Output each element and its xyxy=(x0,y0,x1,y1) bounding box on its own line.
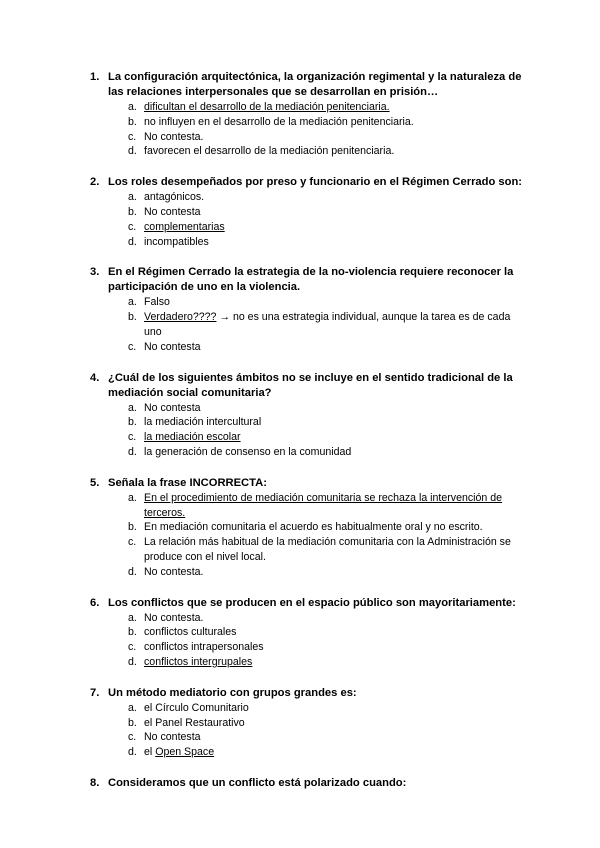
question-text: Un método mediatorio con grupos grandes es: xyxy=(108,686,357,699)
question-1 xyxy=(88,70,528,159)
option-text: favorecen el desarrollo de la mediación penitenciaria. xyxy=(144,145,395,158)
option-note: → no es una estrategia individual, aunque la tarea es de cada uno xyxy=(144,311,511,338)
question-text: Los roles desempeñados por preso y funcionario en el Régimen Cerrado son: xyxy=(108,176,523,189)
question-text: ¿Cuál de los siguientes ámbitos no se incluye en el sentido tradicional de la mediación social comunitaria? xyxy=(108,371,513,399)
option-letter: c. xyxy=(128,130,137,143)
answer-options xyxy=(88,701,528,760)
question-heading xyxy=(88,596,528,611)
option-letter: d. xyxy=(128,565,137,578)
question-7 xyxy=(88,686,528,760)
option-text: No contesta. xyxy=(144,611,204,624)
answer-option xyxy=(88,205,528,220)
option-text: No contesta xyxy=(144,205,201,218)
answer-option xyxy=(88,235,528,250)
option-text: Verdadero???? xyxy=(144,311,217,324)
option-text: la mediación escolar xyxy=(144,431,241,444)
answer-option xyxy=(88,640,528,655)
option-letter: d. xyxy=(128,746,137,759)
question-heading xyxy=(88,686,528,701)
answer-options xyxy=(88,190,528,249)
question-6 xyxy=(88,596,528,670)
question-8 xyxy=(88,776,528,791)
option-letter: a. xyxy=(128,296,137,309)
option-text: No contesta xyxy=(144,340,201,353)
option-letter: c. xyxy=(128,536,137,549)
question-text: Los conflictos que se producen en el espacio público son mayoritariamente: xyxy=(108,596,516,609)
option-text: No contesta xyxy=(144,731,201,744)
answer-options xyxy=(88,491,528,580)
answer-option xyxy=(88,220,528,235)
answer-option xyxy=(88,565,528,580)
option-letter: a. xyxy=(128,491,137,504)
option-text-underlined: Open Space xyxy=(155,746,215,759)
question-heading xyxy=(88,265,528,295)
answer-option xyxy=(88,701,528,716)
answer-option xyxy=(88,730,528,745)
option-text: dificultan el desarrollo de la mediación penitenciaria. xyxy=(144,101,390,113)
question-number: 6. xyxy=(90,596,100,609)
option-text: En el procedimiento de mediación comunitaria se rechaza la intervención de terceros. xyxy=(144,491,503,519)
answer-option xyxy=(88,535,528,565)
option-letter: b. xyxy=(128,416,137,429)
option-letter: b. xyxy=(128,311,137,324)
option-text: complementarias xyxy=(144,220,225,233)
option-text: antagónicos. xyxy=(144,191,205,204)
option-text: conflictos culturales xyxy=(144,626,237,639)
option-text: No contesta xyxy=(144,401,201,414)
option-letter: a. xyxy=(128,191,137,204)
question-number: 8. xyxy=(90,776,100,789)
question-heading xyxy=(88,476,528,491)
option-text: La relación más habitual de la mediación comunitaria con la Administración se produce con el nivel local. xyxy=(144,536,511,563)
answer-option xyxy=(88,415,528,430)
question-number: 7. xyxy=(90,686,100,699)
question-text: La configuración arquitectónica, la organización regimental y la naturaleza de las relaciones interpersonales que se desarrollan en prisión… xyxy=(108,71,522,98)
answer-option xyxy=(88,340,528,355)
answer-options xyxy=(88,401,528,460)
option-letter: d. xyxy=(128,655,137,668)
answer-option xyxy=(88,130,528,145)
answer-option xyxy=(88,295,528,310)
question-5 xyxy=(88,476,528,580)
option-letter: b. xyxy=(128,626,137,639)
option-text: la mediación intercultural xyxy=(144,416,262,429)
answer-option xyxy=(88,655,528,670)
question-text: En el Régimen Cerrado la estrategia de la no-violencia requiere reconocer la participación de uno en la violencia. xyxy=(108,266,514,294)
answer-option xyxy=(88,611,528,626)
answer-options xyxy=(88,611,528,670)
option-text: En mediación comunitaria el acuerdo es habitualmente oral y no escrito. xyxy=(144,521,483,534)
answer-option xyxy=(88,144,528,159)
option-text: conflictos intrapersonales xyxy=(144,641,264,654)
option-text: incompatibles xyxy=(144,235,209,248)
option-letter: a. xyxy=(128,701,137,714)
option-text: el Círculo Comunitario xyxy=(144,701,249,714)
option-text: el xyxy=(144,746,156,759)
answer-option xyxy=(88,430,528,445)
answer-options xyxy=(88,100,528,159)
question-3 xyxy=(88,265,528,354)
question-number: 2. xyxy=(90,176,100,189)
answer-option xyxy=(88,310,528,340)
question-number: 1. xyxy=(90,71,100,83)
question-heading xyxy=(88,776,528,791)
option-letter: a. xyxy=(128,611,137,624)
option-letter: b. xyxy=(128,521,137,534)
option-text: No contesta. xyxy=(144,130,204,143)
answer-option xyxy=(88,401,528,416)
option-letter: d. xyxy=(128,145,137,158)
question-text: Señala la frase INCORRECTA: xyxy=(108,476,267,489)
option-letter: d. xyxy=(128,235,137,248)
question-heading xyxy=(88,70,528,100)
option-letter: a. xyxy=(128,101,137,113)
option-letter: b. xyxy=(128,205,137,218)
answer-option xyxy=(88,445,528,460)
answer-option xyxy=(88,625,528,640)
answer-option xyxy=(88,520,528,535)
option-text: conflictos intergrupales xyxy=(144,655,253,668)
answer-option xyxy=(88,745,528,760)
answer-option xyxy=(88,100,528,115)
question-list xyxy=(88,70,528,791)
answer-option xyxy=(88,190,528,205)
question-2 xyxy=(88,175,528,249)
question-text: Consideramos que un conflicto está polarizado cuando: xyxy=(108,776,407,789)
option-text: el Panel Restaurativo xyxy=(144,716,245,729)
question-number: 3. xyxy=(90,266,100,279)
option-letter: d. xyxy=(128,445,137,458)
question-heading xyxy=(88,371,528,401)
option-text: No contesta. xyxy=(144,565,204,578)
option-text: la generación de consenso en la comunidad xyxy=(144,445,352,458)
option-letter: a. xyxy=(128,401,137,414)
answer-option xyxy=(88,716,528,731)
answer-option xyxy=(88,115,528,130)
question-number: 4. xyxy=(90,371,100,384)
option-letter: c. xyxy=(128,641,137,654)
answer-option xyxy=(88,491,528,521)
option-letter: b. xyxy=(128,115,137,128)
question-number: 5. xyxy=(90,476,100,489)
option-letter: b. xyxy=(128,716,137,729)
option-letter: c. xyxy=(128,340,137,353)
question-heading xyxy=(88,175,528,190)
question-4 xyxy=(88,371,528,460)
option-letter: c. xyxy=(128,220,137,233)
answer-options xyxy=(88,295,528,354)
option-letter: c. xyxy=(128,731,137,744)
option-letter: c. xyxy=(128,431,137,444)
option-text: Falso xyxy=(144,296,170,309)
option-text: no influyen en el desarrollo de la mediación penitenciaria. xyxy=(144,115,414,128)
